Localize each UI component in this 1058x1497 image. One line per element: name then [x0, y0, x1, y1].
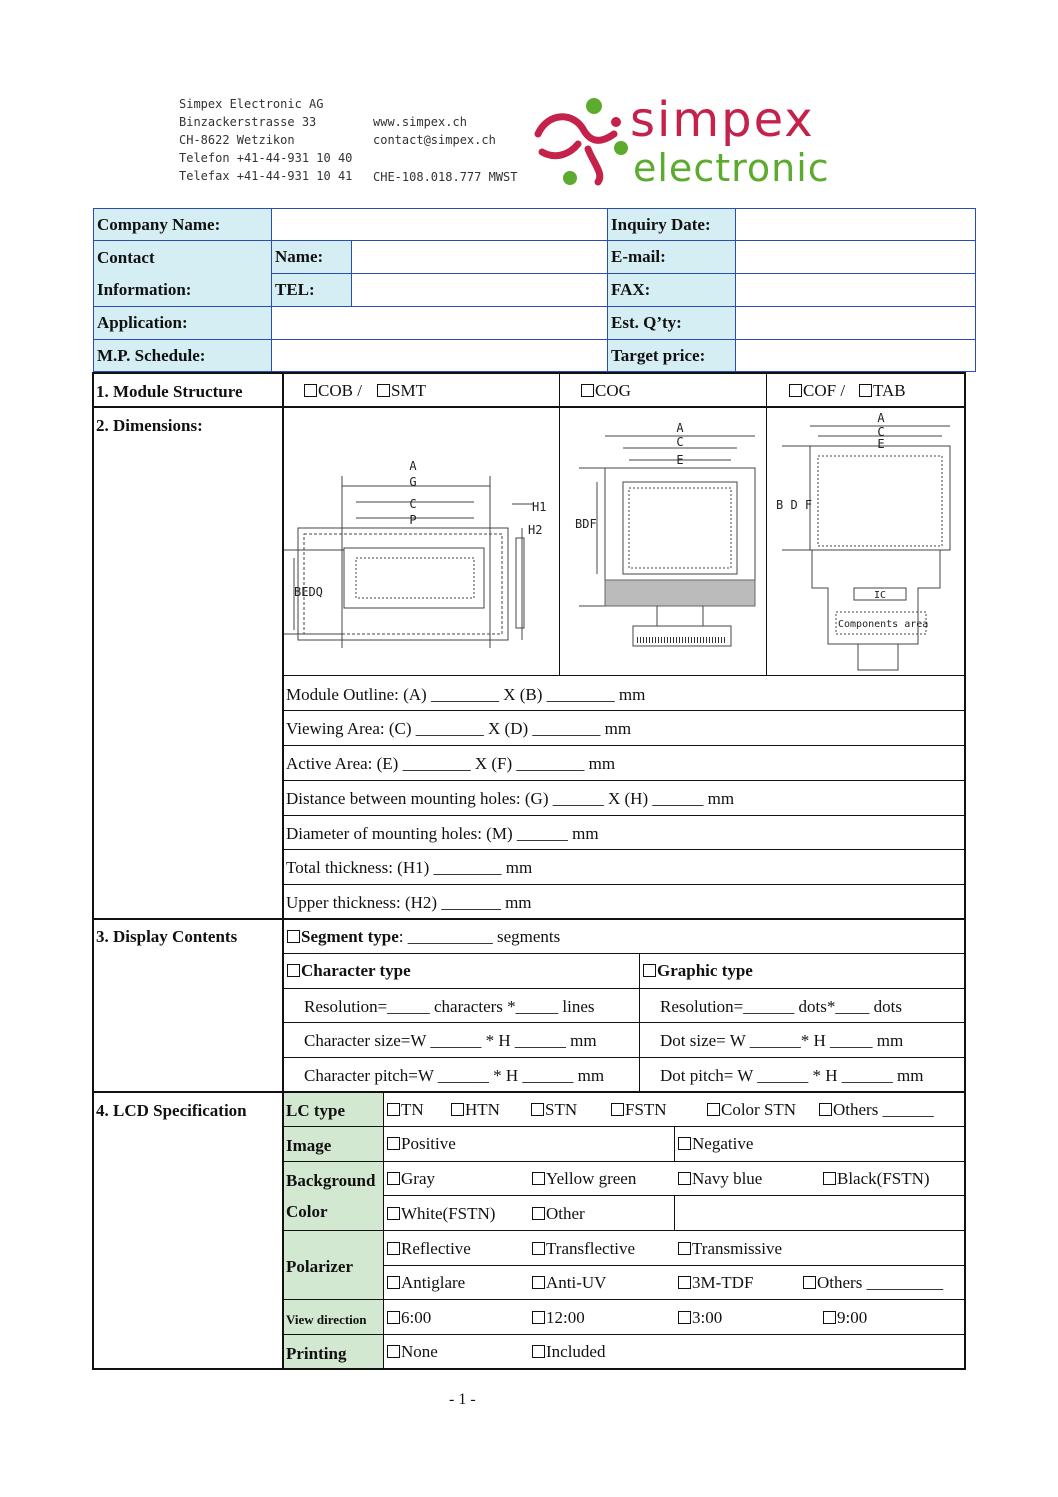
lc-others-label: Others ______ — [833, 1100, 934, 1119]
view-12-checkbox[interactable] — [532, 1311, 545, 1324]
total-thickness-line[interactable]: Total thickness: (H1) ________ mm — [286, 858, 533, 877]
lc-type-label: LC type — [286, 1101, 346, 1120]
upper-thickness-line[interactable]: Upper thickness: (H2) _______ mm — [286, 893, 532, 912]
view-3-checkbox[interactable] — [678, 1311, 691, 1324]
graphic-type-label: Graphic type — [657, 961, 753, 980]
dot-pitch-line[interactable]: Dot pitch= W ______ * H ______ mm — [660, 1066, 924, 1085]
fstn-label: FSTN — [625, 1100, 667, 1119]
display-contents-title: 3. Display Contents — [96, 927, 238, 946]
mp-schedule-field[interactable] — [271, 339, 608, 372]
segment-type-label: Segment type — [301, 927, 399, 946]
printing-included-label: Included — [546, 1342, 606, 1361]
cof-dimension-diagram — [768, 408, 964, 674]
reflective-checkbox[interactable] — [387, 1242, 400, 1255]
htn-label: HTN — [465, 1100, 500, 1119]
est-qty-label: Est. Q’ty: — [607, 306, 736, 340]
negative-option[interactable] — [678, 1134, 753, 1154]
smt-option[interactable] — [377, 381, 426, 401]
color-label: Color — [286, 1202, 328, 1221]
diag-label-h1: H1 — [532, 500, 547, 514]
view-6-checkbox[interactable] — [387, 1311, 400, 1324]
view-12-option[interactable] — [532, 1308, 585, 1328]
white-fstn-option[interactable] — [387, 1204, 495, 1224]
antiglare-option[interactable] — [387, 1273, 465, 1293]
cog-label-a: A — [676, 421, 684, 435]
stn-checkbox[interactable] — [531, 1103, 544, 1116]
cog-label-bdf: BDF — [575, 517, 597, 531]
web-url[interactable]: www.simpex.ch — [373, 115, 467, 129]
lc-others-checkbox[interactable] — [819, 1103, 832, 1116]
3m-tdf-option[interactable] — [678, 1273, 753, 1293]
reflective-option[interactable] — [387, 1239, 471, 1259]
cog-label-c: C — [676, 435, 684, 449]
yellow-green-option[interactable] — [532, 1169, 636, 1189]
fstn-checkbox[interactable] — [611, 1103, 624, 1116]
simpex-logo-icon — [528, 94, 632, 190]
diag-label-a: A — [409, 459, 417, 473]
printing-none-checkbox[interactable] — [387, 1345, 400, 1358]
printing-included-option[interactable] — [532, 1342, 605, 1362]
lc-tn-option[interactable] — [387, 1100, 424, 1120]
navy-blue-option[interactable] — [678, 1169, 762, 1189]
fax-field[interactable] — [735, 273, 976, 307]
dimensions-title: 2. Dimensions: — [96, 416, 203, 435]
character-resolution-line[interactable]: Resolution=_____ characters *_____ lines — [304, 997, 595, 1016]
tn-label: TN — [401, 1100, 424, 1119]
logo-wordmark: simpex — [630, 92, 815, 148]
tab-checkbox[interactable] — [859, 384, 872, 397]
black-fstn-option[interactable] — [823, 1169, 930, 1189]
polarizer-others-label: Others _________ — [817, 1273, 944, 1292]
character-type-option[interactable] — [287, 961, 411, 981]
active-area-line[interactable]: Active Area: (E) ________ X (F) ________ mm — [286, 754, 616, 773]
other-color-option[interactable] — [532, 1204, 585, 1224]
inquiry-date-label: Inquiry Date: — [607, 208, 736, 241]
view-3-option[interactable] — [678, 1308, 722, 1328]
graphic-type-checkbox[interactable] — [643, 964, 656, 977]
cof-label-a: A — [877, 411, 885, 425]
mp-schedule-label: M.P. Schedule: — [93, 339, 272, 372]
cof-label-e: E — [877, 437, 885, 451]
cob-label: COB / — [318, 381, 362, 400]
smt-label: SMT — [391, 381, 426, 400]
positive-label: Positive — [401, 1134, 456, 1153]
application-label: Application: — [93, 306, 272, 340]
lc-fstn-option[interactable] — [611, 1100, 667, 1120]
module-structure-title: 1. Module Structure — [96, 382, 243, 401]
image-label: Image — [286, 1136, 332, 1155]
antiglare-label: Antiglare — [401, 1273, 466, 1292]
3m-tdf-checkbox[interactable] — [678, 1276, 691, 1289]
cof-label: COF / — [803, 381, 846, 400]
polarizer-others-option[interactable] — [803, 1273, 943, 1293]
view-6-label: 6:00 — [401, 1308, 432, 1327]
module-outline-line[interactable]: Module Outline: (A) ________ X (B) ________ mm — [286, 685, 646, 704]
cof-label-components: Components area — [838, 619, 929, 630]
color-stn-label: Color STN — [721, 1100, 797, 1119]
positive-checkbox[interactable] — [387, 1137, 400, 1150]
printing-included-checkbox[interactable] — [532, 1345, 545, 1358]
dot-size-line[interactable]: Dot size= W ______* H _____ mm — [660, 1031, 904, 1050]
positive-option[interactable] — [387, 1134, 456, 1154]
negative-checkbox[interactable] — [678, 1137, 691, 1150]
cog-label-e: E — [676, 453, 684, 467]
diag-label-h2: H2 — [528, 523, 543, 537]
est-qty-field[interactable] — [735, 306, 976, 340]
view-direction-label: View direction — [286, 1312, 367, 1327]
character-type-checkbox[interactable] — [287, 964, 300, 977]
contact-information-label — [93, 240, 272, 307]
company-name-field[interactable] — [271, 208, 608, 241]
cof-checkbox[interactable] — [789, 384, 802, 397]
cof-label-c: C — [877, 425, 885, 439]
polarizer-label: Polarizer — [286, 1257, 354, 1276]
stn-label: STN — [545, 1100, 578, 1119]
graphic-resolution-line[interactable]: Resolution=______ dots*____ dots — [660, 997, 902, 1016]
htn-checkbox[interactable] — [451, 1103, 464, 1116]
segment-type-option[interactable] — [287, 927, 560, 947]
application-field[interactable] — [271, 306, 608, 340]
target-price-field[interactable] — [735, 339, 976, 372]
target-price-label: Target price: — [607, 339, 736, 372]
printing-label: Printing — [286, 1344, 347, 1363]
address-line: Binzackerstrasse 33 — [179, 115, 317, 129]
negative-label: Negative — [692, 1134, 754, 1153]
3m-tdf-label: 3M-TDF — [692, 1273, 754, 1292]
transmissive-option[interactable] — [678, 1239, 782, 1259]
cog-dimension-diagram — [561, 408, 765, 674]
view-9-option[interactable] — [823, 1308, 867, 1328]
transmissive-label: Transmissive — [692, 1239, 783, 1258]
cob-checkbox[interactable] — [304, 384, 317, 397]
name-label: Name: — [271, 240, 352, 274]
anti-uv-checkbox[interactable] — [532, 1276, 545, 1289]
graphic-type-option[interactable] — [643, 961, 753, 981]
lcd-specification-title: 4. LCD Specification — [96, 1101, 247, 1120]
company-name-label: Company Name: — [93, 208, 272, 241]
diag-label-c: C — [409, 497, 417, 511]
tel-label: TEL: — [271, 273, 352, 307]
tab-label: TAB — [873, 381, 906, 400]
cof-label-bdf: B D F — [776, 498, 813, 512]
diag-label-g: G — [409, 475, 417, 489]
gray-option[interactable] — [387, 1169, 435, 1189]
white-fstn-label: White(FSTN) — [401, 1204, 496, 1223]
smt-checkbox[interactable] — [377, 384, 390, 397]
anti-uv-option[interactable] — [532, 1273, 606, 1293]
view-6-option[interactable] — [387, 1308, 431, 1328]
tn-checkbox[interactable] — [387, 1103, 400, 1116]
yellow-green-label: Yellow green — [546, 1169, 637, 1188]
character-size-line[interactable]: Character size=W ______ * H ______ mm — [304, 1031, 597, 1050]
view-12-label: 12:00 — [546, 1308, 585, 1327]
mounting-holes-diameter-line[interactable]: Diameter of mounting holes: (M) ______ mm — [286, 824, 599, 843]
company-address — [179, 95, 352, 185]
gray-label: Gray — [401, 1169, 435, 1188]
transflective-option[interactable] — [532, 1239, 635, 1259]
email-field[interactable] — [735, 240, 976, 274]
anti-uv-label: Anti-UV — [546, 1273, 607, 1292]
view-9-label: 9:00 — [837, 1308, 868, 1327]
cob-option[interactable] — [304, 381, 362, 401]
address-line: Telefax +41-44-931 10 41 — [179, 169, 353, 183]
segment-type-checkbox[interactable] — [287, 930, 300, 943]
view-3-label: 3:00 — [692, 1308, 723, 1327]
inquiry-date-field[interactable] — [735, 208, 976, 241]
address-line: Telefon +41-44-931 10 40 — [179, 151, 353, 165]
lc-htn-option[interactable] — [451, 1100, 500, 1120]
page-number: - 1 - — [449, 1391, 476, 1408]
email-label: E-mail: — [607, 240, 736, 274]
view-9-checkbox[interactable] — [823, 1311, 836, 1324]
name-field[interactable] — [351, 240, 608, 274]
navy-blue-label: Navy blue — [692, 1169, 763, 1188]
diag-label-p: P — [409, 513, 417, 527]
logo-subtitle: electronic — [633, 146, 830, 190]
printing-none-option[interactable] — [387, 1342, 438, 1362]
transflective-label: Transflective — [546, 1239, 636, 1258]
lc-others-option[interactable] — [819, 1100, 934, 1120]
yellow-green-checkbox[interactable] — [532, 1172, 545, 1185]
mounting-holes-distance-line[interactable]: Distance between mounting holes: (G) ______ X (H) ______ mm — [286, 789, 735, 808]
polarizer-others-checkbox[interactable] — [803, 1276, 816, 1289]
lc-color-stn-option[interactable] — [707, 1100, 796, 1120]
transflective-checkbox[interactable] — [532, 1242, 545, 1255]
black-fstn-checkbox[interactable] — [823, 1172, 836, 1185]
other-color-label: Other — [546, 1204, 585, 1223]
vat-number: CHE-108.018.777 MWST — [373, 170, 518, 184]
lc-stn-option[interactable] — [531, 1100, 577, 1120]
character-type-label: Character type — [301, 961, 411, 980]
cog-label: COG — [595, 381, 631, 400]
printing-none-label: None — [401, 1342, 438, 1361]
cob-dimension-diagram — [284, 408, 559, 674]
fax-label: FAX: — [607, 273, 736, 307]
background-label: Background — [286, 1171, 376, 1190]
black-fstn-label: Black(FSTN) — [837, 1169, 930, 1188]
character-pitch-line[interactable]: Character pitch=W ______ * H ______ mm — [304, 1066, 605, 1085]
information-label: Information: — [97, 280, 192, 299]
transmissive-checkbox[interactable] — [678, 1242, 691, 1255]
address-line: Simpex Electronic AG — [179, 97, 324, 111]
cog-checkbox[interactable] — [581, 384, 594, 397]
gray-checkbox[interactable] — [387, 1172, 400, 1185]
tel-field[interactable] — [351, 273, 608, 307]
segment-type-field[interactable]: : __________ segments — [398, 927, 561, 946]
address-line: CH-8622 Wetzikon — [179, 133, 295, 147]
cof-option[interactable] — [789, 381, 845, 401]
reflective-label: Reflective — [401, 1239, 471, 1258]
white-fstn-checkbox[interactable] — [387, 1207, 400, 1220]
antiglare-checkbox[interactable] — [387, 1276, 400, 1289]
cog-option[interactable] — [581, 381, 631, 401]
contact-label: Contact — [97, 248, 155, 267]
cof-label-ic: IC — [874, 590, 887, 601]
color-stn-checkbox[interactable] — [707, 1103, 720, 1116]
email-address[interactable]: contact@simpex.ch — [373, 133, 496, 147]
navy-blue-checkbox[interactable] — [678, 1172, 691, 1185]
diag-label-bedq: BEDQ — [294, 585, 323, 599]
viewing-area-line[interactable]: Viewing Area: (C) ________ X (D) ________ mm — [286, 719, 632, 738]
other-color-checkbox[interactable] — [532, 1207, 545, 1220]
tab-option[interactable] — [859, 381, 906, 401]
